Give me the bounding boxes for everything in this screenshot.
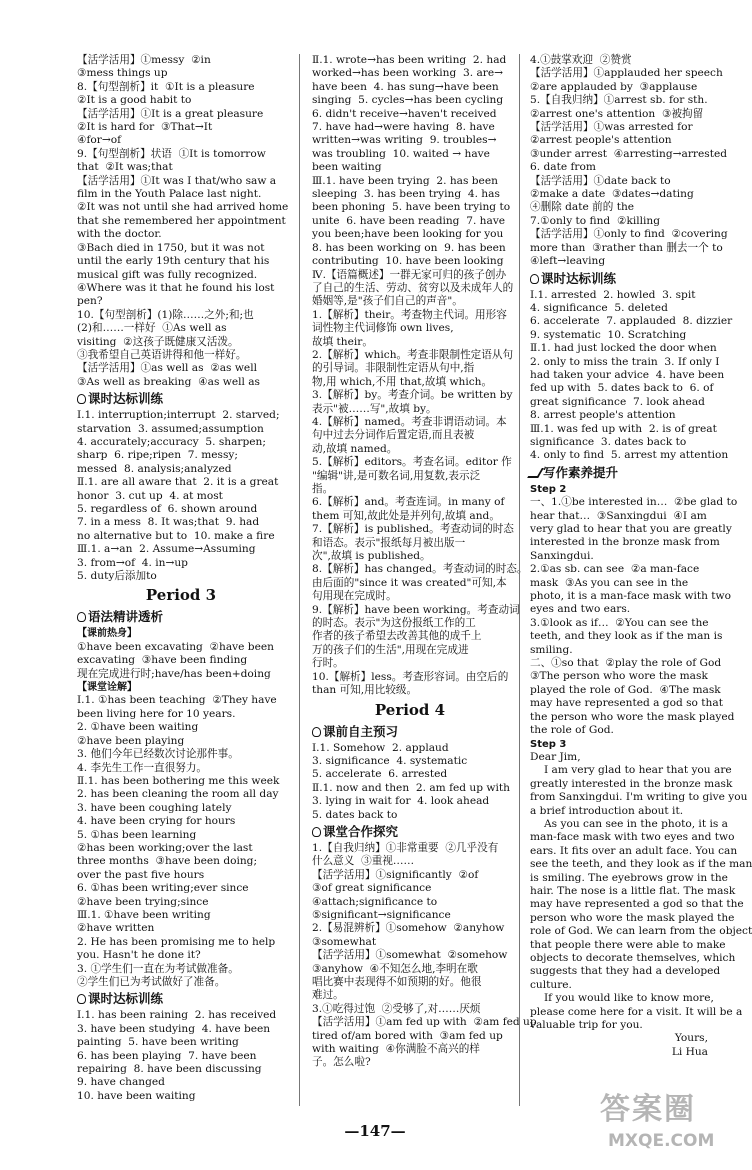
answer-line: 行时。 bbox=[312, 657, 344, 670]
column-right bbox=[530, 54, 752, 1059]
answer-line: If you would like to know more, bbox=[544, 992, 714, 1005]
answer-line: 4. 李先生工作一直很努力。 bbox=[77, 761, 208, 774]
answer-line: musical gift was fully recognized. bbox=[77, 268, 258, 281]
answer-line: that people there were able to make bbox=[530, 938, 726, 951]
answer-line: 2. He has been promising me to help bbox=[77, 935, 276, 948]
answer-line: 的时态。表示"为这份报纸工作的工 bbox=[312, 617, 476, 630]
answer-line: significance 3. dates back to bbox=[530, 435, 687, 448]
answer-line: that she remembered her appointment bbox=[77, 214, 286, 227]
pencil-icon bbox=[527, 468, 544, 478]
answer-line: valuable trip for you. bbox=[530, 1019, 643, 1032]
answer-line: person who wore the mask played the bbox=[530, 911, 735, 924]
answer-line: 动,故填 named。 bbox=[312, 442, 398, 455]
answer-line: suggests that they had a developed bbox=[530, 965, 721, 978]
answer-line: 物,用 which,不用 that,故填 which。 bbox=[312, 375, 493, 388]
answer-line: 5.【解析】editors。考查名词。editor 作 bbox=[312, 456, 512, 469]
answer-line: 【活学活用】①was arrested for bbox=[530, 121, 693, 134]
answer-line: 4.①鼓掌欢迎 ②赞赏 bbox=[530, 54, 632, 66]
bulb-icon bbox=[312, 827, 321, 837]
answer-line: ③somewhat bbox=[312, 935, 377, 948]
section-heading-label: 课时达标训练 bbox=[88, 991, 164, 1007]
answer-line: man-face mask with two eyes and two bbox=[530, 831, 735, 844]
answer-line: 9.【句型剖析】状语 ①It is tomorrow bbox=[77, 147, 266, 160]
answer-line: ③Bach died in 1750, but it was not bbox=[77, 241, 265, 254]
answer-line: starvation 3. assumed;assumption bbox=[77, 422, 264, 435]
answer-line: messed 8. analysis;analyzed bbox=[77, 462, 232, 475]
answer-line: Li Hua bbox=[671, 1045, 708, 1058]
answer-line: (2)和……一样好 ①As well as bbox=[77, 322, 227, 335]
answer-line: 3. lying in wait for 4. look ahead bbox=[312, 795, 490, 808]
answer-line: ②It is hard for ③That→It bbox=[77, 121, 213, 134]
answer-line: 7.【解析】is published。考查动词的时态 bbox=[312, 523, 514, 536]
answer-line: 句用现在完成时。 bbox=[312, 590, 397, 603]
answer-line: hear that… ③Sanxingdui ④I am bbox=[530, 509, 707, 522]
answer-line: 4. have been crying for hours bbox=[77, 815, 236, 828]
answer-line: a brief introduction about it. bbox=[530, 804, 684, 817]
answer-line: 什么意义 ③重视…… bbox=[312, 855, 415, 868]
answer-line: 6. date from bbox=[530, 161, 596, 174]
answer-line: Ⅲ.1. was fed up with 2. is of great bbox=[530, 422, 717, 435]
answer-line: singing 5. cycles→has been cycling bbox=[312, 94, 504, 107]
answer-line: mask ③As you can see in the bbox=[530, 576, 689, 589]
answer-line: 【活学活用】①only to find ②covering bbox=[530, 228, 728, 241]
answer-line: see the teeth, and they look as if the man bbox=[530, 858, 752, 871]
answer-line: until the early 19th century that his bbox=[77, 255, 270, 268]
column-divider bbox=[299, 54, 300, 1106]
section-heading-label: 课时达标训练 bbox=[88, 391, 164, 407]
answer-line: three months ③have been doing; bbox=[77, 855, 258, 868]
answer-line: contributing 10. have been looking bbox=[312, 255, 504, 268]
column-divider bbox=[519, 54, 520, 1106]
answer-line: 6. ①has been writing;ever since bbox=[77, 882, 249, 895]
column-middle bbox=[312, 54, 537, 1070]
answer-line: them 可知,故此处是并列句,故填 and。 bbox=[312, 509, 500, 522]
answer-line: with the doctor. bbox=[77, 228, 162, 241]
answer-line: 和语态。表示"报纸每月被出版一 bbox=[312, 536, 466, 549]
answer-line: 故填 their。 bbox=[312, 335, 373, 348]
answer-line: 2.【解析】which。考查非限制性定语从句 bbox=[312, 348, 514, 361]
answer-line: 万的孩子们的生活",用现在完成进 bbox=[312, 643, 469, 656]
answer-line: Ⅱ.1. wrote→has been writing 2. had bbox=[312, 54, 507, 66]
answer-line: 二、①so that ②play the role of God bbox=[530, 657, 722, 670]
answer-line: 4. significance 5. deleted bbox=[530, 301, 668, 314]
answer-line: 9. systematic 10. Scratching bbox=[530, 328, 687, 341]
answer-line: 5. duty后添加to bbox=[77, 570, 157, 583]
answer-line: worked→has been working 3. are→ bbox=[312, 67, 503, 80]
answer-line: hair. The nose is a little flat. The mask bbox=[530, 884, 736, 897]
answer-line: 7. have had→were having 8. have bbox=[312, 121, 495, 134]
answer-line: ③mess things up bbox=[77, 67, 168, 80]
answer-line: than 可知,用比较级。 bbox=[312, 684, 418, 697]
page-number: —147— bbox=[344, 1122, 406, 1140]
answer-line: is smiling. The eyebrows grow in the bbox=[530, 871, 728, 884]
answer-line: 10.【句型剖析】(1)除……之外;和;也 bbox=[77, 308, 254, 321]
answer-line: have been 4. has sung→have been bbox=[312, 80, 499, 93]
answer-line: been waiting bbox=[312, 161, 382, 174]
answer-line: Sanxingdui. bbox=[530, 549, 594, 562]
subsection-label: 【课堂诠解】 bbox=[77, 682, 137, 694]
answer-line: 7.①only to find ②killing bbox=[530, 214, 661, 227]
answer-line: 作者的孩子希望去改善其他的成千上 bbox=[312, 630, 482, 643]
answer-line: Ⅰ.1. Somehow 2. applaud bbox=[312, 741, 449, 754]
subsection-label: Step 2 bbox=[530, 483, 567, 495]
answer-line: 3. from→of 4. in→up bbox=[77, 556, 188, 569]
answer-line: objects to decorate themselves, which bbox=[530, 952, 736, 964]
answer-line: 8. has been working on 9. has been bbox=[312, 241, 506, 254]
section-heading-label: 课前自主预习 bbox=[323, 723, 399, 739]
answer-line: 【活学活用】①applauded her speech bbox=[530, 67, 723, 80]
answer-line: Ⅰ.1. arrested 2. howled 3. spit bbox=[530, 288, 696, 301]
answer-line: sleeping 3. has been trying 4. has bbox=[312, 188, 500, 201]
answer-line: 指。 bbox=[312, 483, 334, 495]
answer-line: 词性物主代词修饰 own lives, bbox=[312, 322, 454, 335]
answer-line: you. Hasn't he done it? bbox=[77, 949, 201, 962]
answer-line: 6.【解析】and。考查连词。in many of bbox=[312, 496, 505, 509]
answer-line: 3.【解析】by。考查介词。be written by bbox=[312, 389, 513, 402]
section-heading-label: 课堂合作探究 bbox=[323, 823, 399, 839]
answer-line: teeth, and they look as if the man is bbox=[530, 630, 723, 643]
answer-line: 3. significance 4. systematic bbox=[312, 754, 468, 767]
answer-line: film in the Youth Palace last night. bbox=[77, 188, 262, 201]
answer-line: 【活学活用】①messy ②in bbox=[77, 54, 211, 66]
answer-line: 8.【解析】has changed。考查动词的时态。 bbox=[312, 563, 528, 576]
answer-line: Ⅲ.1. ①have been writing bbox=[77, 908, 211, 921]
answer-line: 子。怎么啦? bbox=[312, 1056, 371, 1069]
answer-line: ②have been trying;since bbox=[77, 895, 209, 908]
answer-line: 5. ①has been learning bbox=[77, 828, 197, 841]
answer-line: ④删除 date 前的 the bbox=[530, 201, 635, 214]
answer-line: 5. regardless of 6. shown around bbox=[77, 503, 258, 515]
section-heading bbox=[77, 608, 285, 626]
answer-line: 【活学活用】①am fed up with ②am fed up bbox=[312, 1016, 537, 1029]
answer-line: 一、1.①be interested in… ②be glad to bbox=[530, 496, 738, 509]
answer-line: Ⅰ.1. ①has been teaching ②They have bbox=[77, 694, 277, 707]
answer-line: may have represented a god so that the bbox=[530, 898, 744, 911]
answer-line: ④for→of bbox=[77, 134, 122, 147]
answer-line: 5. accelerate 6. arrested bbox=[312, 768, 448, 781]
answer-line: more than ③rather than 删去一个 to bbox=[530, 241, 723, 254]
bulb-icon bbox=[77, 612, 86, 622]
answer-line: eyes and two ears. bbox=[530, 603, 631, 616]
answer-line: ②make a date ③dates→dating bbox=[530, 188, 694, 201]
answer-line: 9. have changed bbox=[77, 1076, 165, 1089]
answer-line: 3.①吃得过饱 ②受够了,对……厌烦 bbox=[312, 1002, 481, 1015]
answer-line: Ⅰ.1. has been raining 2. has received bbox=[77, 1009, 277, 1022]
answer-line: 3. have been studying 4. have been bbox=[77, 1022, 271, 1035]
answer-line: excavating ③have been finding bbox=[77, 654, 248, 667]
answer-line: 5.【自我归纳】①arrest sb. for sth. bbox=[530, 94, 708, 107]
answer-line: no alternative but to 10. make a fire bbox=[77, 529, 275, 542]
answer-line: 【活学活用】①date back to bbox=[530, 174, 671, 187]
answer-line: photo, it is a man-face mask with two bbox=[530, 590, 732, 603]
answer-line: 唱比赛中表现得不如预期的好。他很 bbox=[312, 976, 482, 988]
answer-line: 表示"被……写",故填 by。 bbox=[312, 402, 437, 415]
answer-line: 【活学活用】①as well as ②as well bbox=[77, 362, 257, 375]
answer-line: 8. arrest people's attention bbox=[530, 409, 676, 422]
answer-line: ears. It fits over an adult face. You can bbox=[530, 844, 738, 857]
answer-line: honor 3. cut up 4. at most bbox=[77, 489, 223, 502]
answer-line: 2. only to miss the train 3. If only I bbox=[530, 355, 720, 368]
answer-line: ④Where was it that he found his lost bbox=[77, 281, 275, 294]
answer-line: greatly interested in the bronze mask bbox=[530, 777, 733, 790]
answer-line: 8.【句型剖析】it ①It is a pleasure bbox=[77, 80, 255, 93]
answer-line: ③我希望自己英语讲得和他一样好。 bbox=[77, 348, 247, 361]
answer-line: 【活学活用】①significantly ②of bbox=[312, 868, 479, 881]
answer-line: painting 5. have been writing bbox=[77, 1036, 239, 1049]
answer-line: please come here for a visit. It will be a bbox=[530, 1005, 743, 1018]
answer-line: 9.【解析】have been working。考查动词 bbox=[312, 603, 520, 616]
answer-line: 2. ①have been waiting bbox=[77, 721, 199, 734]
answer-line: smiling. bbox=[530, 643, 573, 656]
answer-line: sharp 6. ripe;ripen 7. messy; bbox=[77, 449, 238, 462]
bulb-icon bbox=[530, 274, 539, 284]
answer-line: 1.【解析】their。考查物主代词。用形容 bbox=[312, 308, 507, 321]
answer-line: had taken your advice 4. have been bbox=[530, 368, 725, 381]
section-heading bbox=[77, 390, 285, 408]
answer-line: Ⅱ.1. has been bothering me this week bbox=[77, 774, 280, 787]
answer-line: fed up with 5. dates back to 6. of bbox=[530, 382, 714, 395]
answer-line: 3. 他们今年已经数次讨论那件事。 bbox=[77, 748, 239, 761]
answer-line: 2.①as sb. can see ②a man-face bbox=[530, 563, 700, 576]
answer-line: 2. has been cleaning the room all day bbox=[77, 788, 279, 801]
answer-line: very glad to hear that you are greatly bbox=[530, 523, 732, 535]
bulb-icon bbox=[77, 394, 86, 404]
section-heading-label: 课时达标训练 bbox=[541, 270, 617, 286]
bulb-icon bbox=[312, 727, 321, 737]
answer-line: ②arrest people's attention bbox=[530, 134, 672, 147]
answer-line: 10. have been waiting bbox=[77, 1089, 196, 1102]
answer-line: Ⅲ.1. have been trying 2. has been bbox=[312, 174, 498, 187]
section-heading bbox=[312, 723, 508, 741]
answer-line: Yours, bbox=[674, 1032, 708, 1045]
answer-line: 婚姻等,是"孩子们自己的声音"。 bbox=[312, 295, 463, 308]
answer-line: ②have been playing bbox=[77, 734, 185, 747]
answer-line: with waiting ④你满脸不高兴的样 bbox=[312, 1043, 480, 1056]
watermark-logo: 答案圈 MXQE.COM bbox=[600, 1092, 715, 1151]
answer-line: interested in the bronze mask from bbox=[530, 536, 720, 549]
period-title: Period 3 bbox=[145, 586, 217, 605]
answer-line: 由后面的"since it was created"可知,本 bbox=[312, 576, 507, 589]
answer-line: 4.【解析】named。考查非谓语动词。本 bbox=[312, 415, 507, 428]
answer-line: written→was writing 9. troubles→ bbox=[312, 134, 497, 147]
answer-line: ④attach;significance to bbox=[312, 895, 438, 908]
answer-line: over the past five hours bbox=[77, 868, 205, 881]
answer-line: unite 6. have been reading 7. have bbox=[312, 214, 506, 227]
answer-line: you been;have been looking for you bbox=[312, 228, 504, 241]
bulb-icon bbox=[77, 994, 86, 1004]
answer-line: ③As well as breaking ④as well as bbox=[77, 375, 260, 388]
answer-line: 3. ①学生们一直在为考试做准备。 bbox=[77, 962, 239, 975]
answer-line: 6. accelerate 7. applauded 8. dizzier bbox=[530, 315, 733, 328]
answer-line: 4. only to find 5. arrest my attention bbox=[530, 449, 729, 462]
answer-line: played the role of God. ④The mask bbox=[530, 683, 721, 696]
answer-line: 【活学活用】①It is a great pleasure bbox=[77, 107, 264, 120]
answer-line: ③of great significance bbox=[312, 882, 432, 895]
answer-line: ②学生们已为考试做好了准备。 bbox=[77, 976, 226, 988]
answer-line: I am very glad to hear that you are bbox=[544, 764, 732, 777]
answer-line: Ⅳ.【语篇概述】一群无家可归的孩子创办 bbox=[312, 268, 507, 281]
section-heading-label: 语法精讲透析 bbox=[88, 609, 164, 625]
answer-line: 【活学活用】①It was I that/who saw a bbox=[77, 174, 277, 187]
answer-line: ②It is a good habit to bbox=[77, 94, 192, 107]
answer-line: 1.【自我归纳】①非常重要 ②几乎没有 bbox=[312, 841, 499, 854]
answer-line: 10.【解析】less。考查形容词。由空后的 bbox=[312, 670, 509, 683]
section-heading bbox=[77, 990, 285, 1008]
answer-line: ①have been excavating ②have been bbox=[77, 640, 274, 653]
answer-line: ③The person who wore the mask bbox=[530, 670, 708, 683]
answer-line: 【活学活用】①somewhat ②somehow bbox=[312, 949, 508, 962]
answer-line: 2.【易混辨析】①somehow ②anyhow bbox=[312, 922, 505, 935]
answer-line: culture. bbox=[530, 978, 572, 991]
answer-line: 6. didn't receive→haven't received bbox=[312, 107, 497, 120]
answer-line: may have represented a god so that bbox=[530, 697, 723, 710]
answer-line: Ⅰ.1. interruption;interrupt 2. starved; bbox=[77, 409, 280, 422]
answer-line: visiting ②这孩子既健康又活泼。 bbox=[77, 335, 239, 348]
answer-line: tired of/am bored with ③am fed up bbox=[312, 1029, 503, 1042]
answer-line: 7. in a mess 8. It was;that 9. had bbox=[77, 516, 260, 529]
answer-line: Ⅱ.1. now and then 2. am fed up with bbox=[312, 781, 510, 794]
answer-line: "编辑"讲,是可数名词,用复数,表示泛 bbox=[312, 469, 481, 482]
section-heading-label: 写作素养提升 bbox=[543, 464, 619, 480]
column-left bbox=[77, 54, 289, 1103]
answer-line: 5. dates back to bbox=[312, 808, 398, 821]
answer-line: 现在完成进行时;have/has been+doing bbox=[77, 667, 271, 680]
answer-line: ②arrest one's attention ③被拘留 bbox=[530, 107, 704, 120]
answer-line: ②are applauded by ③applause bbox=[530, 80, 698, 93]
answer-line: ②It was not until she had arrived home bbox=[77, 201, 289, 214]
answer-line: ③anyhow ④不知怎么地,李明在歌 bbox=[312, 962, 478, 975]
answer-line: ③under arrest ④arresting→arrested bbox=[530, 147, 727, 160]
answer-line: 次",故填 is published。 bbox=[312, 550, 431, 563]
answer-line: Ⅱ.1. are all aware that 2. it is a great bbox=[77, 476, 279, 489]
section-heading bbox=[312, 823, 508, 841]
answer-line: ②has been working;over the last bbox=[77, 841, 253, 854]
answer-line: 句中过去分词作后置定语,而且表被 bbox=[312, 429, 475, 442]
answer-line: been living here for 10 years. bbox=[77, 707, 236, 720]
answer-line: As you can see in the photo, it is a bbox=[544, 817, 728, 830]
answer-line: from Sanxingdui. I'm writing to give you bbox=[530, 791, 748, 804]
answer-line: 了自己的生活、劳动、贫穷以及未成年人的 bbox=[312, 281, 514, 294]
answer-line: Dear Jim, bbox=[530, 750, 581, 763]
answer-line: that ②It was;that bbox=[77, 161, 173, 174]
subsection-label: Step 3 bbox=[530, 738, 567, 750]
answer-line: the person who wore the mask played bbox=[530, 710, 735, 723]
answer-line: 4. accurately;accuracy 5. sharpen; bbox=[77, 435, 266, 448]
answer-line: 3.①look as if… ②You can see the bbox=[530, 616, 709, 629]
answer-line: 3. have been coughing lately bbox=[77, 801, 232, 814]
answer-line: Ⅱ.1. had just locked the door when bbox=[530, 342, 717, 355]
answer-line: ②have written bbox=[77, 922, 155, 935]
subsection-label: 【课前热身】 bbox=[77, 628, 137, 640]
answer-line: great significance 7. look ahead bbox=[530, 395, 705, 408]
section-heading bbox=[530, 464, 722, 482]
answer-line: been phoning 5. have been trying to bbox=[312, 201, 511, 214]
answer-line: repairing 8. have been discussing bbox=[77, 1063, 262, 1076]
answer-line: 6. has been playing 7. have been bbox=[77, 1049, 257, 1062]
answer-line: ④left→leaving bbox=[530, 255, 606, 268]
answer-line: Ⅲ.1. a→an 2. Assume→Assuming bbox=[77, 543, 256, 556]
answer-line: 的引导词。非限制性定语从句中,指 bbox=[312, 362, 475, 375]
answer-line: 难过。 bbox=[312, 989, 344, 1002]
section-heading bbox=[530, 270, 722, 288]
answer-line: the role of God. bbox=[530, 724, 614, 737]
answer-line: ⑤significant→significance bbox=[312, 908, 451, 921]
answer-line: pen? bbox=[77, 295, 103, 308]
period-title: Period 4 bbox=[374, 700, 446, 719]
answer-line: was troubling 10. waited → have bbox=[312, 147, 490, 160]
answer-line: role of God. We can learn from the object bbox=[530, 925, 752, 938]
